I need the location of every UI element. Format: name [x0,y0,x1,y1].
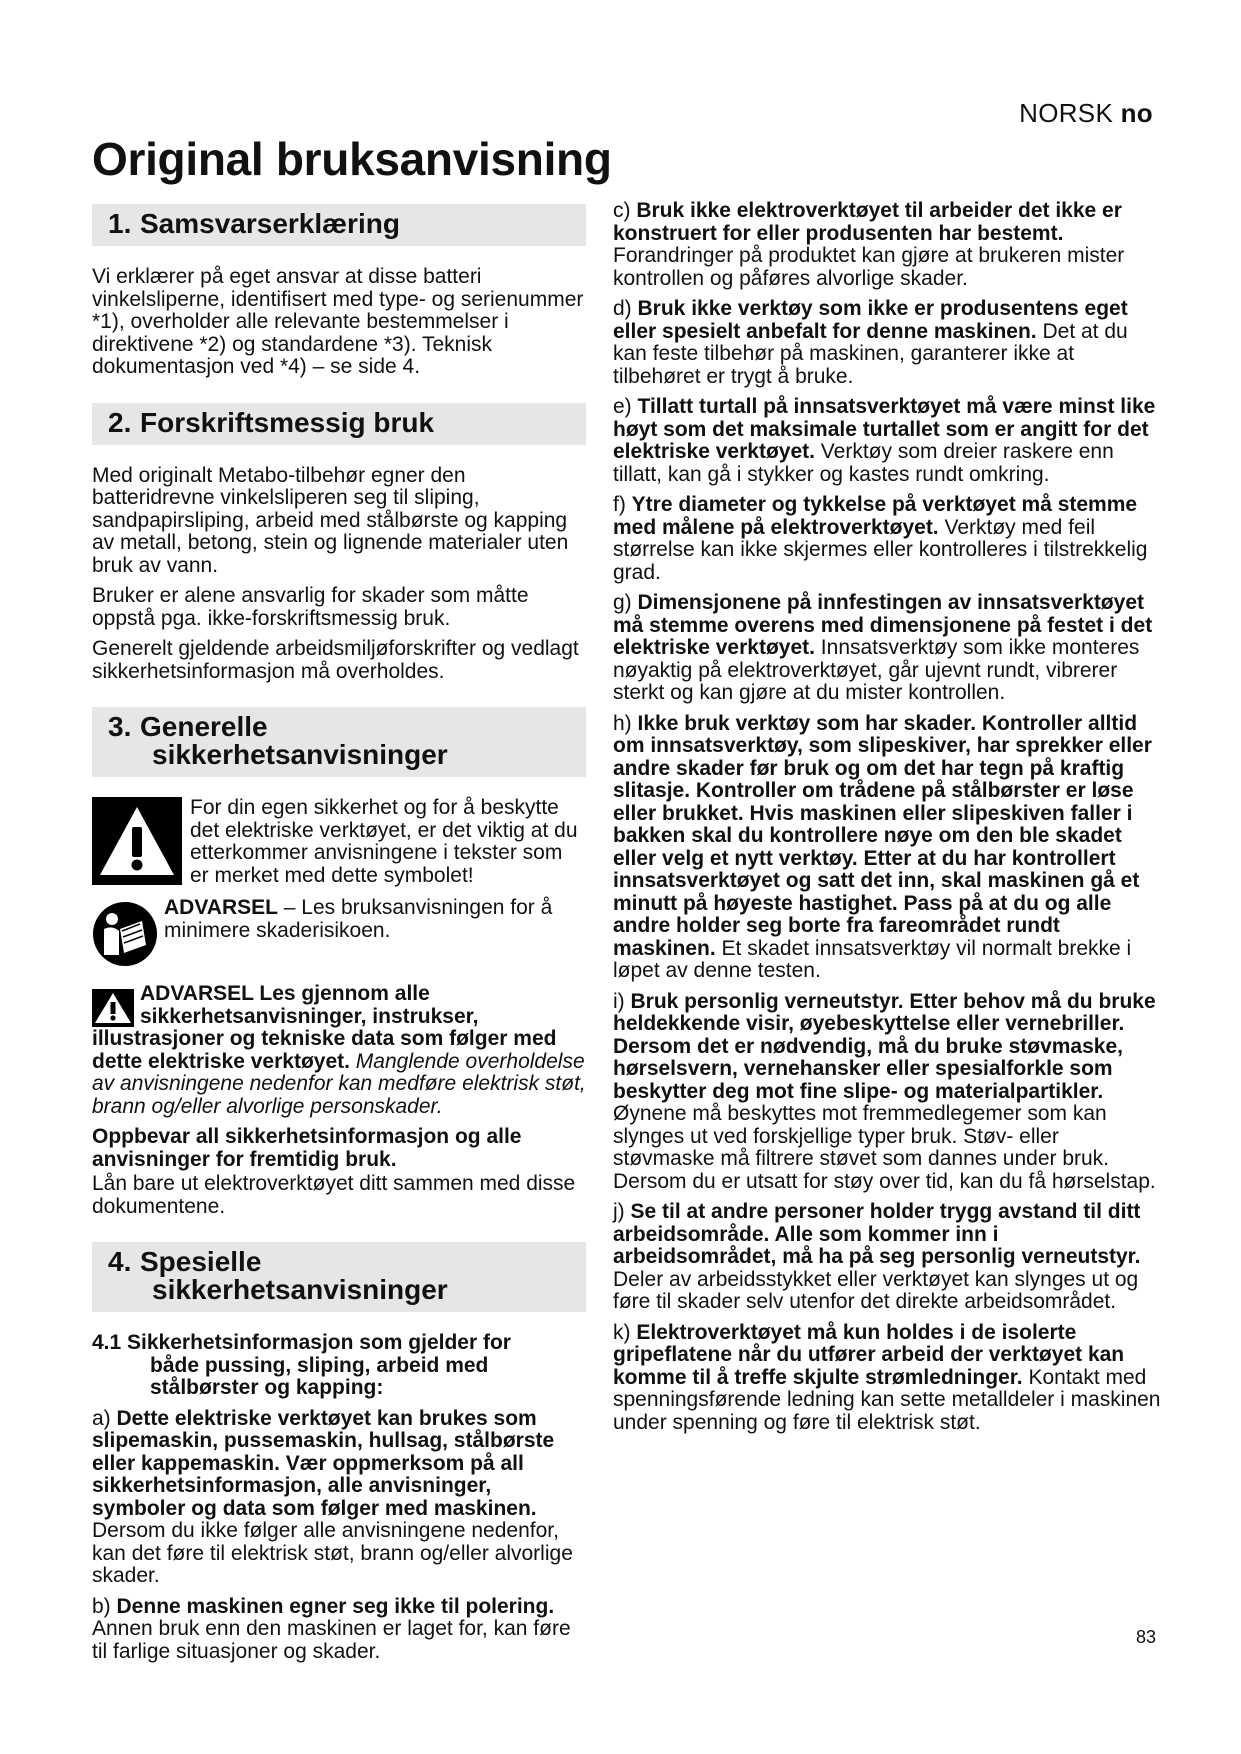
item-label: k) [613,1320,637,1344]
warning-italic: Manglende overholdelse av anvisningene nedenfor kan medføre elektrisk støt, brann og/eller alvorlige personskader. [92,1049,586,1118]
advarsel-label: ADVARSEL [164,896,278,919]
item-text: Deler av arbeidsstykket eller verktøyet kan slynges ut og føre til skader selv utenfor det direkte arbeidsområdet. [613,1267,1139,1313]
item-text: Verktøy med feil størrelse kan ikke skjermes eller kontrolleres i tilstrekkelig grad. [613,515,1148,584]
item-text: Kontakt med spenningsførende ledning kan sette metalldeler i maskinen under spenning og føre til elektrisk støt. [613,1365,1161,1434]
right-column [613,200,1161,1442]
item-bold: Tillatt turtall på innsatsverktøyet må være minst like høyt som det maksimale turtallet som er angitt for det elektriske verktøyet. [613,395,1156,463]
item-f [613,494,1161,584]
item-h [613,713,1161,983]
warning-triangle-icon [92,989,134,1027]
item-label: i) [613,989,631,1013]
item-j [613,1201,1161,1314]
warning-paragraph [92,983,586,1118]
section-number: 1. [108,208,132,239]
item-text: Øynene må beskyttes mot fremmedlegemer som kan slynges ut ved forskjellige typer bruk. Støv- eller støvmaske må filtrere støvet som dannes under bruk. Dersom du er utsatt for støy over tid, kan du få hørselstap. [613,1102,1156,1193]
advarsel-text [164,897,586,942]
item-label: c) [613,199,637,222]
section-title: Samsvarserklæring [140,208,400,239]
paragraph: Med originalt Metabo-tilbehør egner den batteridrevne vinkelsliperen seg til sliping, sandpapirsliping, arbeid med stålbørste og kapping av metall, betong, stein og lignende materialer uten bruk av vann. [92,463,569,577]
safety-symbol-note [92,797,586,887]
section-title-line2: sikkerhetsanvisninger [152,739,448,770]
item-b [92,1596,586,1664]
subsection-number: 4.1 [92,1331,122,1354]
item-label: g) [613,591,638,614]
item-text: Det at du kan feste tilbehør på maskinen, garanterer ikke at tilbehøret er trygt å bruke. [613,319,1128,388]
item-text: Et skadet innsatsverktøy vil normalt brekke i løpet av denne testen. [613,936,1132,982]
item-label: b) [92,1594,117,1618]
item-bold: Se til at andre personer holder trygg avstand til ditt arbeidsområde. Alle som kommer inn i arbeidsområdet, må ha på seg personlig verneutstyr. [613,1200,1141,1268]
item-c [613,200,1161,290]
section-heading-2 [92,403,586,445]
section-number: 2. [108,406,132,438]
item-d [613,298,1161,388]
item-bold: Dimensjonene på innfestingen av innsatsverktøyet må stemme overens med dimensjonene på festet i det elektriske verktøyet. [613,591,1153,659]
left-column [92,204,586,1671]
read-manual-icon [92,901,158,967]
item-a [92,1408,586,1588]
section-number: 4. [108,1246,132,1277]
warning-triangle-icon [92,797,182,885]
section-number: 3. [108,711,132,742]
item-text: Innsatsverktøy som ikke monteres nøyaktig på elektroverktøyet, går ujevnt rundt, vibrerer sterkt og kan gjøre at du mister kontrollen. [613,636,1140,704]
item-bold: Elektroverktøyet må kun holdes i de isolerte gripeflatene når du utfører arbeid der verktøyet kan komme til å treffe skjulte strømledninger. [613,1320,1125,1389]
item-bold: Dette elektriske verktøyet kan brukes som slipemaskin, pussemaskin, hullsag, stålbørste eller kappemaskin. Vær oppmerksom på all sikkerhetsinformasjon, alle anvisninger, symboler og data som følger med maskinen. [92,1406,555,1520]
paragraph: Generelt gjeldende arbeidsmiljøforskrifter og vedlagt sikkerhetsinformasjon må overholdes. [92,637,579,683]
item-e [613,396,1161,486]
item-text: Annen bruk enn den maskinen er laget for, kan føre til farlige situasjoner og skader. [92,1617,571,1663]
section-heading-3 [92,707,586,777]
item-bold: Bruk ikke elektroverktøyet til arbeider det ikke er konstruert for eller produsenten har bestemt. [613,199,1122,245]
item-bold: Ytre diameter og tykkelse på verktøyet må stemme med målene på elektroverktøyet. [613,493,1138,539]
item-label: h) [613,711,638,735]
item-bold: Ikke bruk verktøy som har skader. Kontroller alltid om innsatsverktøy, som slipeskiver, har sprekker eller andre skader før bruk og om det har tegn på kraftig slitasje. Kontroller om trådene på stålbørster er løse eller brukket. Hvis maskinen eller slipeskiven faller i bakken skal du kontrollere nøye om den ble skadet eller velg et nytt verktøy. Etter at du har kontrollert innsatsverktøyet og satt det inn, skal maskinen gå et minutt på høyeste hastighet. Pass på at du og alle andre holder seg borte fra fareområdet rundt maskinen. [613,711,1152,960]
item-label: e) [613,395,638,418]
language-code: no [1120,98,1153,128]
item-label: j) [613,1200,631,1223]
subsection-title-rest: både pussing, sliping, arbeid med stålbørster og kapping: [150,1353,489,1399]
section-heading-1 [92,204,586,246]
item-bold: Bruk personlig verneutstyr. Etter behov må du bruke heldekkende visir, øyebeskyttelse eller vernebriller. Dersom det er nødvendig, må du bruke støvmaske, hørselsvern, vernehansker eller spesialforkle som beskytter deg mot fine slipe- og materialpartikler. [613,989,1156,1103]
safety-symbol-text: For din egen sikkerhet og for å beskytte det elektriske verktøyet, er det viktig at du etterkommer anvisningene i tekster som er merket med dette symbolet! [190,796,578,887]
language-label [1019,98,1153,129]
language-name: NORSK [1019,98,1114,128]
item-label: f) [613,493,632,516]
item-bold: Denne maskinen egner seg ikke til polering. [116,1594,555,1618]
item-label: d) [613,297,638,320]
item-i [613,991,1161,1194]
read-manual-note [92,895,586,967]
item-k [613,1322,1161,1435]
item-text: Dersom du ikke følger alle anvisningene nedenfor, kan det føre til elektrisk støt, brann og/eller alvorlige skader. [92,1519,573,1587]
lend-instructions: Lån bare ut elektroverktøyet ditt sammen med disse dokumentene. [92,1172,576,1218]
section-heading-4 [92,1242,586,1312]
subsection-title: Sikkerhetsinformasjon som gjelder for [121,1331,511,1354]
page-title: Original bruksanvisning [92,133,612,185]
warning-bold: ADVARSEL Les gjennom alle sikkerhetsanvisninger, instrukser, illustrasjoner og tekniske data som følger med dette elektriske verktøyet. [92,982,557,1073]
paragraph: Vi erklærer på eget ansvar at disse batteri vinkelsliperne, identifisert med type- og serienummer *1), overholder alle relevante bestemmelser i direktivene *2) og standardene *3). Teknisk dokumentasjon ved *4) – se side 4. [92,265,584,378]
keep-instructions: Oppbevar all sikkerhetsinformasjon og alle anvisninger for fremtidig bruk. [92,1125,522,1171]
paragraph: Bruker er alene ansvarlig for skader som måtte oppstå pga. ikke-forskriftsmessig bruk. [92,584,529,630]
item-label: a) [92,1406,117,1430]
page-number: 83 [1135,1627,1156,1647]
item-text: Verktøy som dreier raskere enn tillatt, kan gå i stykker og kastes rundt omkring. [613,440,1114,486]
section-title: Forskriftsmessig bruk [140,406,435,438]
item-bold: Bruk ikke verktøy som ikke er produsentens eget eller spesielt anbefalt for denne maskinen. [613,297,1128,343]
section-title-line2: sikkerhetsanvisninger [152,1274,448,1305]
item-g [613,592,1161,705]
section-title: Spesielle [140,1246,262,1277]
item-text: Forandringer på produktet kan gjøre at brukeren mister kontrollen og påføres alvorlige skader. [613,244,1125,290]
subsection-heading [92,1332,586,1400]
section-title: Generelle [140,711,268,742]
advarsel-body: – Les bruksanvisningen for å minimere skaderisikoen. [164,896,553,942]
